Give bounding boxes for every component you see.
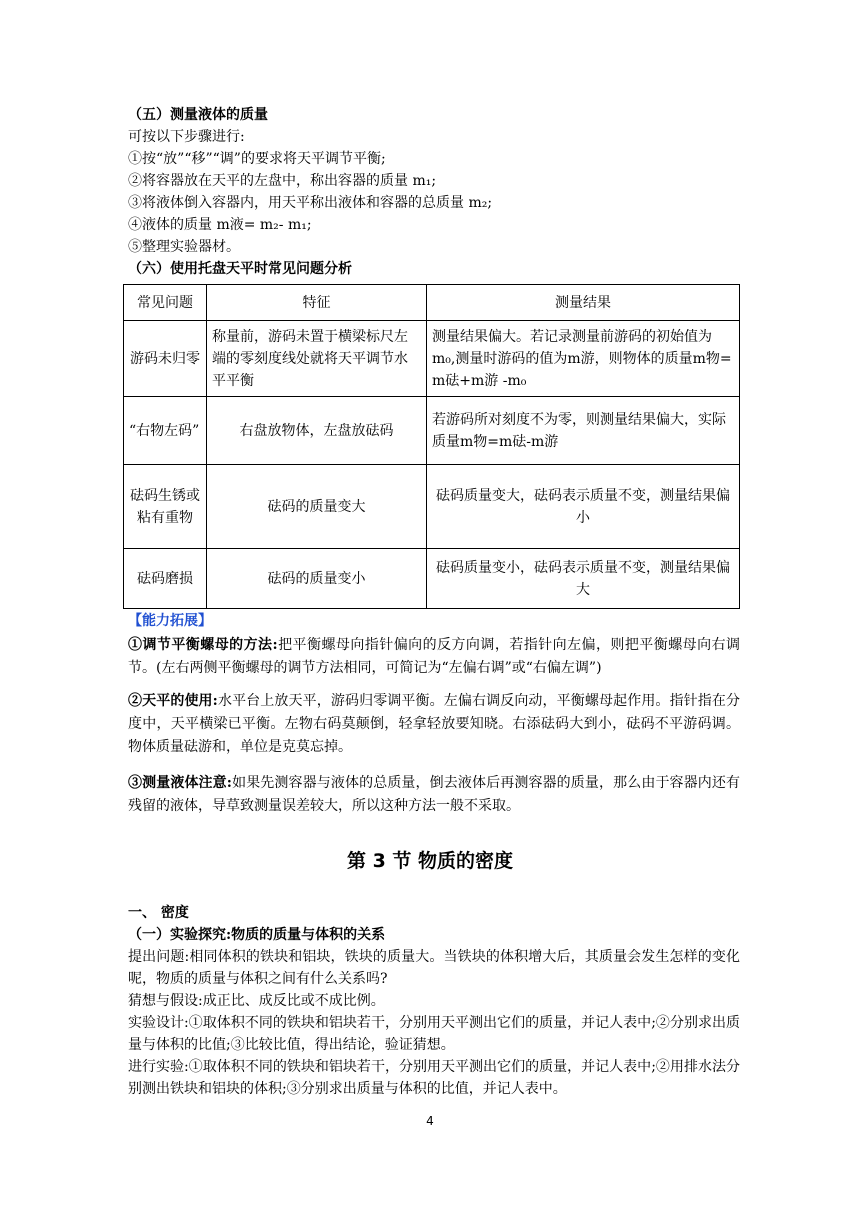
table-cell: 砝码生锈或粘有重物 [124,465,207,549]
table-cell: 砝码质量变小，砝码表示质量不变，测量结果偏大 [427,549,740,609]
table-row [124,321,740,397]
table-cell: 右盘放物体，左盘放砝码 [207,397,427,465]
table-header-cell: 测量结果 [427,285,740,321]
ability-item-3 [128,772,740,818]
ability-item-1 [128,634,740,680]
table-cell: “右物左码” [124,397,207,465]
table-cell: 测量结果偏大。若记录测量前游码的初始值为m₀,测量时游码的值为m游，则物体的质量m物= m砝+m游 -m₀ [427,321,740,397]
section5-step-2: ②将容器放在天平的左盘中，称出容器的质量 m₁; [128,173,437,189]
paragraph: 猜想与假设:成正比、成反比或不成比例。 [128,993,385,1009]
section5-step-1: ①按“放”“移”“调”的要求将天平调节平衡; [128,151,386,167]
table-header-cell: 常见问题 [124,285,207,321]
table-cell: 砝码质量变大，砝码表示质量不变，测量结果偏小 [427,465,740,549]
table-row [124,397,740,465]
section5-step-5: ⑤整理实验器材。 [128,239,240,255]
section5-step-4: ④液体的质量 m液= m₂- m₁; [128,217,312,233]
paragraph: 提出问题:相同体积的铁块和铝块，铁块的质量大。当铁块的体积增大后，其质量会发生怎样的变化呢，物质的质量与体积之间有什么关系吗? [128,949,740,987]
table-cell: 若游码所对刻度不为零，则测量结果偏大，实际质量m物=m砝-m游 [427,397,740,465]
table-row [124,465,740,549]
table-header-row [124,285,740,321]
density-block [128,902,740,1100]
ability-item-lead: ③测量液体注意: [128,775,232,791]
paragraph: 进行实验:①取体积不同的铁块和铝块若干，分别用天平测出它们的质量，并记人表中;②用排水法分别测出铁块和铝块的体积;③分别求出质量与体积的比值，并记人表中。 [128,1059,740,1097]
section5-step-3: ③将液体倒入容器内，用天平称出液体和容器的总质量 m₂; [128,195,493,211]
table-row [124,549,740,609]
section5-block [128,104,738,280]
section6-heading: （六）使用托盘天平时常见问题分析 [128,261,352,277]
ability-item-text: 如果先测容器与液体的总质量，倒去液体后再测容器的质量，那么由于容器内还有残留的液体，导草致测量误差较大，所以这种方法一般不采取。 [128,775,741,814]
part1-heading: 一、 密度 [128,905,189,921]
table-cell: 砝码的质量变小 [207,549,427,609]
paragraph: 实验设计:①取体积不同的铁块和铝块若干，分别用天平测出它们的质量，并记人表中;②分别求出质量与体积的比值;③比较比值，得出结论，验证猜想。 [128,1015,740,1053]
table-cell: 砝码磨损 [124,549,207,609]
table-cell: 砝码的质量变大 [207,465,427,549]
ability-item-lead: ②天平的使用: [128,693,218,709]
experiment-heading: （一）实验探究:物质的质量与体积的关系 [128,927,386,943]
ability-item-2 [128,690,740,759]
table-cell: 游码未归零 [124,321,207,397]
ability-item-lead: ①调节平衡螺母的方法: [128,637,278,653]
page-number: 4 [426,1114,434,1128]
table-cell: 称量前，游码未置于横梁标尺左端的零刻度线处就将天平调节水平平衡 [207,321,427,397]
ability-item-text: 水平台上放天平，游码归零调平衡。左偏右调反向动，平衡螺母起作用。指针指在分度中，天平横梁已平衡。左物右码莫颠倒，轻拿轻放要知晓。右添砝码大到小，砝码不平游码调。物体质量砝游和，单位是克莫忘掉。 [128,693,740,755]
section5-heading: （五）测量液体的质量 [128,107,268,123]
problems-table [123,284,740,609]
chapter-title: 第 3 节 物质的密度 [346,850,514,872]
ability-heading [128,610,740,633]
ability-item-text: 把平衡螺母向指针偏向的反方向调，若指针向左偏，则把平衡螺母向右调节。(左右两侧平衡螺母的调节方法相同，可简记为“左偏右调”或“右偏左调”) [128,637,740,676]
section5-intro: 可按以下步骤进行: [128,129,245,145]
ability-heading-text: 【能力拓展】 [128,613,212,629]
table-header-cell: 特征 [207,285,427,321]
